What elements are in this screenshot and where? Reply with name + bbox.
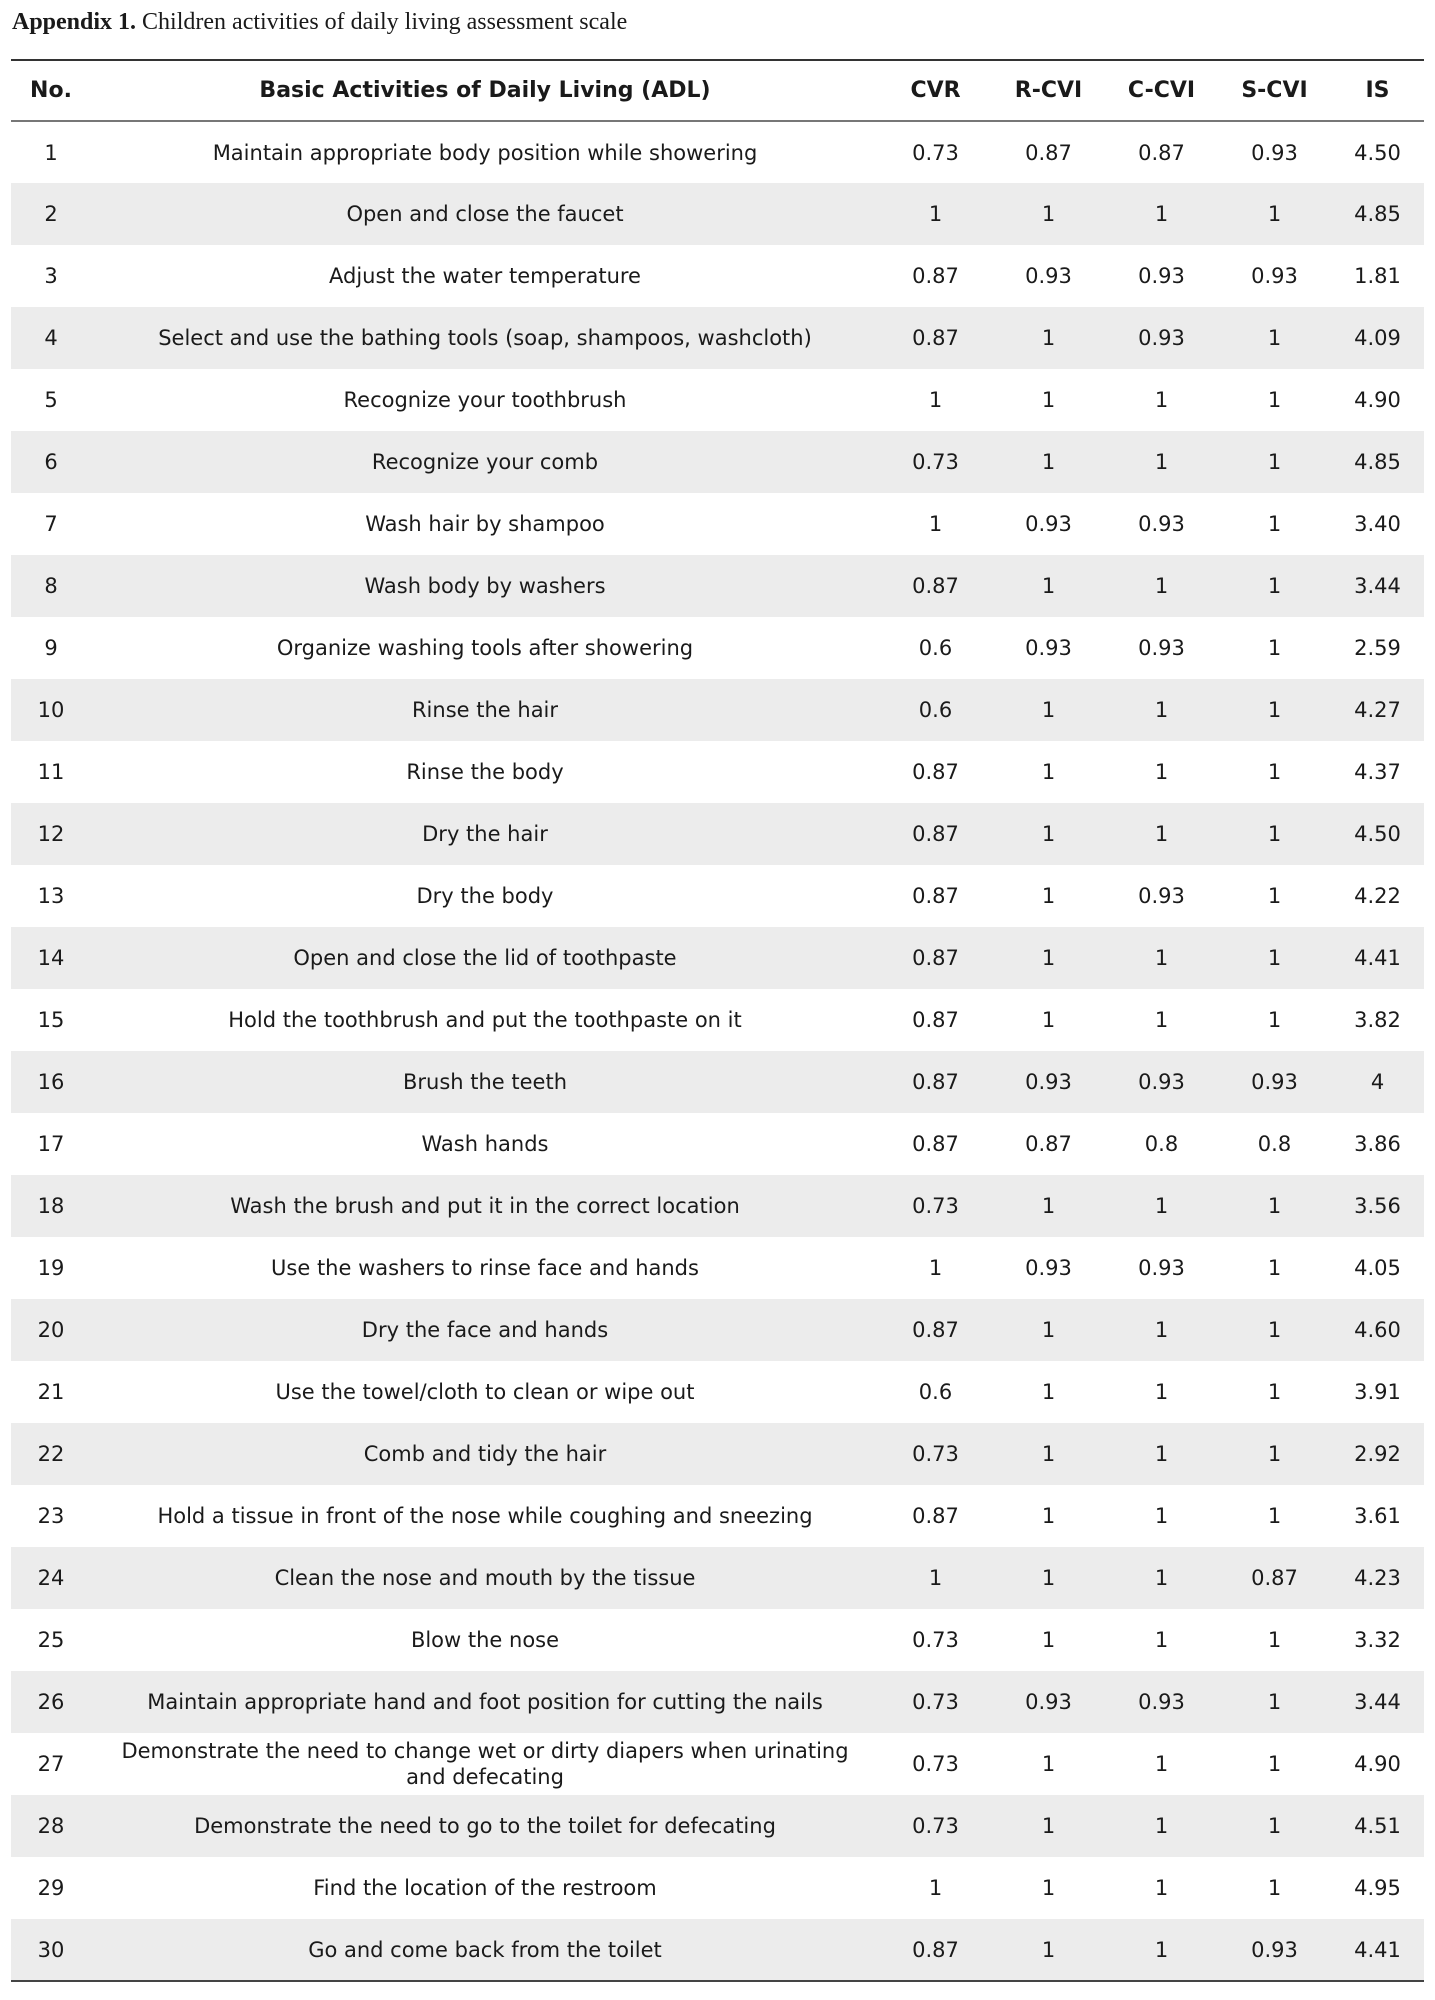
cell-is: 4.85 — [1354, 202, 1401, 226]
cell-s-cvi: 1 — [1267, 1628, 1282, 1652]
cell-c-cvi: 1 — [1154, 1752, 1169, 1776]
cell-cvr: 0.87 — [912, 264, 959, 288]
cell-activity: Dry the hair — [422, 822, 548, 846]
cell-is: 4.27 — [1354, 698, 1401, 722]
cell-activity: Wash hair by shampoo — [365, 512, 605, 536]
cell-is: 3.40 — [1354, 512, 1401, 536]
cell-no: 27 — [37, 1752, 65, 1776]
cell-cvr: 0.87 — [912, 946, 959, 970]
cell-r-cvi: 1 — [1041, 1566, 1056, 1590]
cell-cvr: 0.73 — [912, 1690, 959, 1714]
cell-is: 4.90 — [1354, 388, 1401, 412]
cell-s-cvi: 1 — [1267, 202, 1282, 226]
cell-no: 18 — [37, 1194, 65, 1218]
cell-r-cvi: 1 — [1041, 822, 1056, 846]
cell-no: 30 — [11, 1919, 91, 1981]
cell-is: 4.50 — [1354, 140, 1401, 165]
table-row — [11, 1113, 1424, 1175]
table-row — [11, 1857, 1424, 1919]
cell-r-cvi: 1 — [1041, 574, 1056, 598]
cell-is: 3.32 — [1354, 1628, 1401, 1652]
caption-label: Appendix 1. — [12, 9, 137, 35]
cell-is: 4.09 — [1354, 326, 1401, 350]
cell-r-cvi: 0.87 — [1025, 1132, 1072, 1156]
cell-r-cvi: 1 — [1041, 1628, 1056, 1652]
table-row — [11, 1175, 1424, 1237]
cell-activity: Adjust the water temperature — [329, 264, 641, 288]
cell-is: 3.61 — [1354, 1504, 1401, 1528]
cell-is: 4.05 — [1354, 1256, 1401, 1280]
cell-cvr: 0.73 — [912, 1814, 959, 1838]
cell-is: 2.59 — [1354, 636, 1401, 660]
header-c-cvi: C-CVI — [1105, 60, 1218, 121]
cell-c-cvi: 0.93 — [1138, 326, 1185, 350]
table-row — [11, 1919, 1424, 1981]
cell-cvr: 0.87 — [912, 822, 959, 846]
cell-no: 22 — [37, 1442, 65, 1466]
table-row — [11, 1051, 1424, 1113]
cell-r-cvi: 0.93 — [1025, 512, 1072, 536]
header-is: IS — [1331, 60, 1424, 121]
cell-no: 3 — [44, 264, 58, 288]
table-row — [11, 865, 1424, 927]
cell-s-cvi: 1 — [1267, 326, 1282, 350]
cell-c-cvi: 1 — [1154, 822, 1169, 846]
cell-no: 5 — [44, 388, 58, 412]
cell-is: 3.56 — [1354, 1194, 1401, 1218]
cell-r-cvi: 1 — [992, 1919, 1105, 1981]
cell-no: 10 — [37, 698, 65, 722]
cell-is: 4.50 — [1354, 822, 1401, 846]
cell-s-cvi: 1 — [1267, 388, 1282, 412]
cell-no: 11 — [37, 760, 65, 784]
header-activity: Basic Activities of Daily Living (ADL) — [91, 60, 879, 121]
cell-is: 4.41 — [1331, 1919, 1424, 1981]
adl-table — [11, 59, 1424, 1982]
cell-s-cvi: 1 — [1267, 760, 1282, 784]
cell-cvr: 0.73 — [912, 1194, 959, 1218]
cell-c-cvi: 1 — [1154, 760, 1169, 784]
cell-r-cvi: 0.93 — [1025, 1690, 1072, 1714]
cell-activity: Wash hands — [421, 1132, 549, 1156]
table-row — [11, 1485, 1424, 1547]
cell-r-cvi: 1 — [1041, 202, 1056, 226]
cell-c-cvi: 0.8 — [1144, 1132, 1179, 1156]
cell-c-cvi: 1 — [1154, 388, 1169, 412]
table-row — [11, 741, 1424, 803]
table-row — [11, 245, 1424, 307]
table-row — [11, 1237, 1424, 1299]
cell-no: 23 — [37, 1504, 65, 1528]
cell-s-cvi: 0.93 — [1218, 1919, 1331, 1981]
cell-cvr: 0.87 — [879, 1919, 992, 1981]
cell-cvr: 0.87 — [912, 326, 959, 350]
table-body — [11, 121, 1424, 1981]
cell-c-cvi: 1 — [1154, 1380, 1169, 1404]
cell-activity: Find the location of the restroom — [313, 1876, 657, 1900]
table-row — [11, 1547, 1424, 1609]
table-row — [11, 989, 1424, 1051]
table-row — [11, 679, 1424, 741]
cell-cvr: 0.87 — [912, 760, 959, 784]
cell-activity: Recognize your comb — [371, 450, 599, 474]
cell-activity: Go and come back from the toilet — [91, 1919, 879, 1981]
cell-is: 4.23 — [1354, 1566, 1401, 1590]
cell-activity: Demonstrate the need to go to the toilet for defecating — [194, 1814, 776, 1838]
table-row — [11, 1733, 1424, 1795]
cell-s-cvi: 1 — [1267, 884, 1282, 908]
cell-is: 2.92 — [1354, 1442, 1401, 1466]
cell-no: 12 — [37, 822, 65, 846]
cell-no: 26 — [37, 1690, 65, 1714]
cell-cvr: 1 — [928, 202, 943, 226]
cell-c-cvi: 1 — [1154, 1008, 1169, 1032]
table-caption — [12, 6, 627, 38]
cell-activity: Hold the toothbrush and put the toothpaste on it — [228, 1008, 742, 1032]
cell-activity: Organize washing tools after showering — [276, 636, 694, 660]
cell-no: 16 — [37, 1070, 65, 1094]
cell-activity: Hold a tissue in front of the nose while coughing and sneezing — [157, 1504, 813, 1528]
cell-cvr: 0.87 — [912, 884, 959, 908]
cell-r-cvi: 1 — [1041, 1752, 1056, 1776]
cell-s-cvi: 1 — [1267, 698, 1282, 722]
cell-s-cvi: 1 — [1267, 1256, 1282, 1280]
cell-r-cvi: 1 — [1041, 1876, 1056, 1900]
cell-c-cvi: 0.93 — [1138, 1070, 1185, 1094]
cell-s-cvi: 1 — [1267, 1814, 1282, 1838]
cell-no: 29 — [37, 1876, 65, 1900]
cell-c-cvi: 1 — [1154, 202, 1169, 226]
cell-r-cvi: 0.87 — [1025, 140, 1072, 165]
cell-r-cvi: 1 — [1041, 1504, 1056, 1528]
cell-cvr: 0.87 — [912, 1504, 959, 1528]
cell-s-cvi: 1 — [1267, 946, 1282, 970]
cell-s-cvi: 1 — [1267, 1008, 1282, 1032]
table-row — [11, 307, 1424, 369]
cell-cvr: 0.73 — [912, 450, 959, 474]
cell-no: 7 — [44, 512, 58, 536]
cell-no: 14 — [37, 946, 65, 970]
cell-s-cvi: 0.8 — [1257, 1132, 1292, 1156]
cell-c-cvi: 0.87 — [1138, 140, 1185, 165]
cell-r-cvi: 1 — [1041, 1814, 1056, 1838]
cell-cvr: 0.87 — [912, 1008, 959, 1032]
cell-activity: Maintain appropriate body position while showering — [212, 140, 758, 165]
cell-c-cvi: 1 — [1105, 1919, 1218, 1981]
cell-cvr: 0.73 — [912, 140, 959, 165]
cell-r-cvi: 0.93 — [1025, 1256, 1072, 1280]
cell-r-cvi: 1 — [1041, 1194, 1056, 1218]
cell-r-cvi: 1 — [1041, 1380, 1056, 1404]
table-row — [11, 555, 1424, 617]
cell-no: 8 — [44, 574, 58, 598]
cell-activity: Comb and tidy the hair — [363, 1442, 607, 1466]
cell-cvr: 0.73 — [912, 1752, 959, 1776]
caption-text: Children activities of daily living assessment scale — [142, 9, 628, 35]
table-row — [11, 183, 1424, 245]
cell-activity: Use the washers to rinse face and hands — [271, 1256, 699, 1280]
cell-r-cvi: 1 — [1041, 1442, 1056, 1466]
cell-no: 15 — [37, 1008, 65, 1032]
table-row — [11, 803, 1424, 865]
cell-activity: Demonstrate the need to change wet or dirty diapers when urinating and defecating — [121, 1739, 849, 1789]
cell-s-cvi: 1 — [1267, 1442, 1282, 1466]
cell-no: 19 — [37, 1256, 65, 1280]
cell-is: 4.22 — [1354, 884, 1401, 908]
cell-activity: Dry the body — [416, 884, 554, 908]
cell-c-cvi: 1 — [1154, 450, 1169, 474]
cell-activity: Wash the brush and put it in the correct location — [230, 1194, 740, 1218]
cell-r-cvi: 1 — [1041, 388, 1056, 412]
cell-c-cvi: 1 — [1154, 1442, 1169, 1466]
cell-c-cvi: 0.93 — [1138, 512, 1185, 536]
cell-activity: Rinse the hair — [411, 698, 559, 722]
cell-c-cvi: 1 — [1154, 1318, 1169, 1342]
cell-c-cvi: 1 — [1154, 1814, 1169, 1838]
cell-r-cvi: 1 — [1041, 450, 1056, 474]
cell-c-cvi: 1 — [1154, 698, 1169, 722]
cell-cvr: 1 — [928, 512, 943, 536]
cell-r-cvi: 1 — [1041, 760, 1056, 784]
cell-activity: Rinse the body — [406, 760, 564, 784]
cell-cvr: 0.87 — [912, 574, 959, 598]
cell-no: 28 — [37, 1814, 65, 1838]
cell-c-cvi: 0.93 — [1138, 264, 1185, 288]
cell-is: 4.37 — [1354, 760, 1401, 784]
cell-c-cvi: 1 — [1154, 574, 1169, 598]
cell-cvr: 0.6 — [918, 636, 953, 660]
header-r-cvi: R-CVI — [992, 60, 1105, 121]
cell-c-cvi: 1 — [1154, 1876, 1169, 1900]
cell-is: 4.95 — [1354, 1876, 1401, 1900]
cell-s-cvi: 1 — [1267, 822, 1282, 846]
cell-r-cvi: 1 — [1041, 698, 1056, 722]
adl-table-container — [11, 59, 1424, 1982]
cell-s-cvi: 1 — [1267, 1504, 1282, 1528]
cell-c-cvi: 1 — [1154, 1504, 1169, 1528]
table-row — [11, 121, 1424, 183]
cell-r-cvi: 1 — [1041, 884, 1056, 908]
cell-is: 4.51 — [1354, 1814, 1401, 1838]
table-row — [11, 493, 1424, 555]
cell-s-cvi: 1 — [1267, 450, 1282, 474]
cell-activity: Open and close the faucet — [346, 202, 624, 226]
cell-c-cvi: 0.93 — [1138, 1256, 1185, 1280]
cell-no: 21 — [37, 1380, 65, 1404]
cell-s-cvi: 1 — [1267, 1194, 1282, 1218]
cell-c-cvi: 0.93 — [1138, 636, 1185, 660]
header-no: No. — [11, 60, 91, 121]
cell-is: 4.60 — [1354, 1318, 1401, 1342]
cell-activity: Wash body by washers — [364, 574, 606, 598]
cell-is: 4.41 — [1354, 946, 1401, 970]
table-row — [11, 1671, 1424, 1733]
cell-no: 20 — [37, 1318, 65, 1342]
cell-cvr: 0.87 — [912, 1318, 959, 1342]
cell-s-cvi: 0.93 — [1251, 140, 1298, 165]
cell-cvr: 0.73 — [912, 1628, 959, 1652]
cell-activity: Dry the face and hands — [361, 1318, 609, 1342]
cell-is: 3.44 — [1354, 574, 1401, 598]
table-row — [11, 1423, 1424, 1485]
cell-no: 6 — [44, 450, 58, 474]
cell-s-cvi: 1 — [1267, 574, 1282, 598]
cell-is: 3.86 — [1354, 1132, 1401, 1156]
cell-is: 3.44 — [1354, 1690, 1401, 1714]
cell-is: 3.82 — [1354, 1008, 1401, 1032]
cell-activity: Maintain appropriate hand and foot position for cutting the nails — [147, 1690, 823, 1714]
cell-s-cvi: 1 — [1267, 1752, 1282, 1776]
cell-no: 1 — [44, 140, 58, 165]
cell-activity: Use the towel/cloth to clean or wipe out — [275, 1380, 695, 1404]
cell-s-cvi: 0.93 — [1251, 1070, 1298, 1094]
cell-activity: Recognize your toothbrush — [343, 388, 627, 412]
cell-no: 13 — [37, 884, 65, 908]
table-row — [11, 369, 1424, 431]
cell-r-cvi: 0.93 — [1025, 1070, 1072, 1094]
cell-s-cvi: 1 — [1267, 1690, 1282, 1714]
cell-cvr: 0.87 — [912, 1070, 959, 1094]
cell-is: 4.90 — [1354, 1752, 1401, 1776]
cell-activity: Open and close the lid of toothpaste — [293, 946, 677, 970]
table-row — [11, 1609, 1424, 1671]
cell-cvr: 1 — [928, 1256, 943, 1280]
cell-r-cvi: 1 — [1041, 1318, 1056, 1342]
cell-r-cvi: 0.93 — [1025, 636, 1072, 660]
cell-activity: Clean the nose and mouth by the tissue — [274, 1566, 696, 1590]
cell-r-cvi: 0.93 — [1025, 264, 1072, 288]
cell-activity: Blow the nose — [410, 1628, 560, 1652]
cell-r-cvi: 1 — [1041, 946, 1056, 970]
cell-cvr: 1 — [928, 388, 943, 412]
cell-c-cvi: 1 — [1154, 1194, 1169, 1218]
header-s-cvi: S-CVI — [1218, 60, 1331, 121]
cell-cvr: 0.87 — [912, 1132, 959, 1156]
cell-cvr: 0.6 — [918, 698, 953, 722]
cell-c-cvi: 0.93 — [1138, 1690, 1185, 1714]
cell-is: 3.91 — [1354, 1380, 1401, 1404]
cell-no: 9 — [44, 636, 58, 660]
table-row — [11, 617, 1424, 679]
table-row — [11, 1361, 1424, 1423]
cell-r-cvi: 1 — [1041, 326, 1056, 350]
cell-activity: Brush the teeth — [402, 1070, 568, 1094]
cell-s-cvi: 1 — [1267, 1876, 1282, 1900]
cell-is: 4.85 — [1354, 450, 1401, 474]
cell-no: 2 — [44, 202, 58, 226]
cell-s-cvi: 1 — [1267, 1380, 1282, 1404]
cell-is: 4 — [1370, 1070, 1385, 1094]
table-row — [11, 927, 1424, 989]
cell-s-cvi: 1 — [1267, 512, 1282, 536]
header-cvr: CVR — [879, 60, 992, 121]
cell-c-cvi: 0.93 — [1138, 884, 1185, 908]
table-row — [11, 1795, 1424, 1857]
cell-s-cvi: 0.93 — [1251, 264, 1298, 288]
cell-cvr: 1 — [928, 1876, 943, 1900]
cell-c-cvi: 1 — [1154, 1566, 1169, 1590]
table-row — [11, 1299, 1424, 1361]
cell-no: 24 — [37, 1566, 65, 1590]
cell-activity: Select and use the bathing tools (soap, shampoos, washcloth) — [158, 326, 812, 350]
cell-no: 25 — [37, 1628, 65, 1652]
cell-no: 17 — [37, 1132, 65, 1156]
cell-r-cvi: 1 — [1041, 1008, 1056, 1032]
table-header-row — [11, 60, 1424, 121]
cell-cvr: 1 — [928, 1566, 943, 1590]
cell-is: 1.81 — [1354, 264, 1401, 288]
cell-s-cvi: 1 — [1267, 1318, 1282, 1342]
cell-cvr: 0.6 — [918, 1380, 953, 1404]
cell-s-cvi: 0.87 — [1251, 1566, 1298, 1590]
table-row — [11, 431, 1424, 493]
cell-s-cvi: 1 — [1267, 636, 1282, 660]
cell-c-cvi: 1 — [1154, 1628, 1169, 1652]
cell-cvr: 0.73 — [912, 1442, 959, 1466]
cell-no: 4 — [44, 326, 58, 350]
cell-c-cvi: 1 — [1154, 946, 1169, 970]
